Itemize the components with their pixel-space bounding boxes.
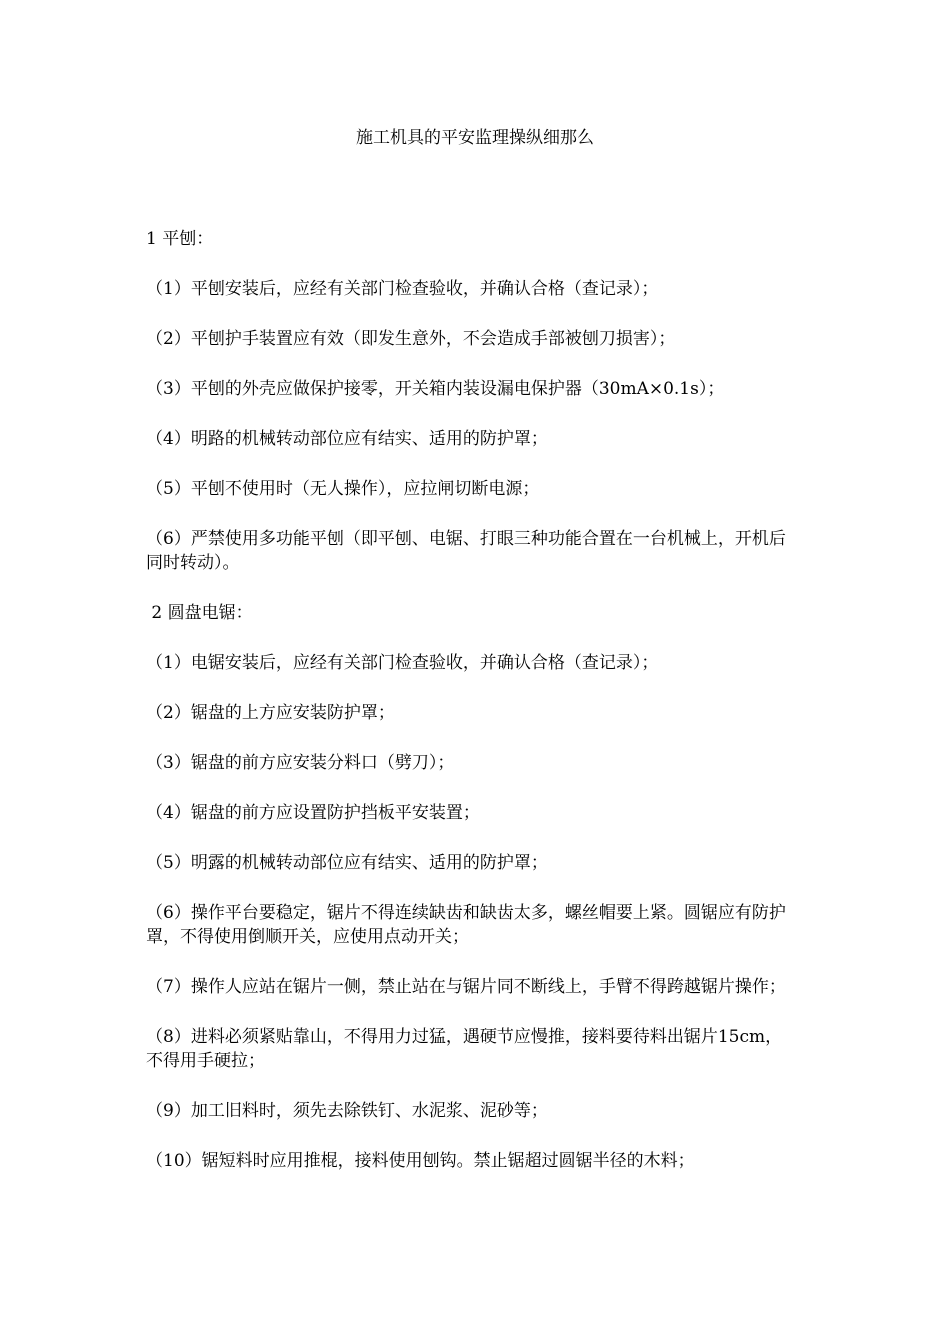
paragraph: （10）锯短料时应用推棍，接料使用刨钩。禁止锯超过圆锯半径的木料； <box>146 1151 695 1171</box>
paragraph: （1）电锯安装后，应经有关部门检查验收，并确认合格（查记录）； <box>146 653 659 673</box>
paragraph: （8）进料必须紧贴靠山，不得用力过猛，遇硬节应慢推，接料要待料出锯片15cm，不得用手硬拉； <box>146 1027 783 1071</box>
paragraph: （5）平刨不使用时（无人操作），应拉闸切断电源； <box>146 479 540 499</box>
paragraph: （4）锯盘的前方应设置防护挡板平安装置； <box>146 803 480 823</box>
paragraph: （1）平刨安装后，应经有关部门检查验收，并确认合格（查记录）； <box>146 279 659 299</box>
section-heading-planer: 1 平刨： <box>146 229 214 249</box>
document-body <box>146 227 798 1199</box>
paragraph: （7）操作人应站在锯片一侧，禁止站在与锯片同不断线上，手臂不得跨越锯片操作； <box>146 977 786 997</box>
section-heading-circular-saw: 2 圆盘电锯： <box>146 603 253 623</box>
paragraph: （6）操作平台要稳定，锯片不得连续缺齿和缺齿太多，螺丝帽要上紧。圆锯应有防护罩，不得使用倒顺开关，应使用点动开关； <box>146 903 786 947</box>
paragraph: （2）平刨护手装置应有效（即发生意外，不会造成手部被刨刀损害）； <box>146 329 676 349</box>
document-title: 施工机具的平安监理操纵细那么 <box>356 128 594 148</box>
paragraph: （5）明露的机械转动部位应有结实、适用的防护罩； <box>146 853 548 873</box>
paragraph: （9）加工旧料时，须先去除铁钉、水泥浆、泥砂等； <box>146 1101 548 1121</box>
paragraph: （3）锯盘的前方应安装分料口（劈刀）； <box>146 753 455 773</box>
paragraph: （6）严禁使用多功能平刨（即平刨、电锯、打眼三种功能合置在一台机械上，开机后同时转动）。 <box>146 529 786 573</box>
paragraph: （3）平刨的外壳应做保护接零，开关箱内装设漏电保护器（30mA×0.1s）； <box>146 379 725 399</box>
paragraph: （2）锯盘的上方应安装防护罩； <box>146 703 395 723</box>
paragraph: （4）明路的机械转动部位应有结实、适用的防护罩； <box>146 429 548 449</box>
